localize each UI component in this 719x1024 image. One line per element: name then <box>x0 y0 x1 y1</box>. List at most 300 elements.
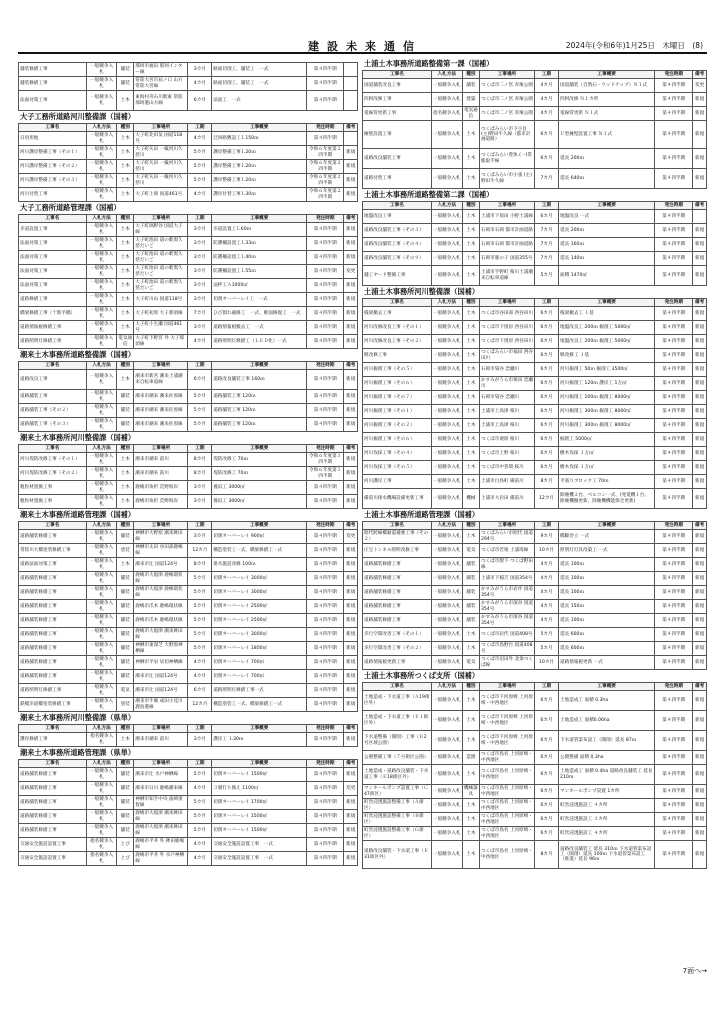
table-header-row <box>19 445 358 453</box>
table-cell: 5カ月 <box>188 614 212 628</box>
project-table <box>18 759 358 866</box>
section-title: 土浦土木事務所道路整備第二課（国補） <box>364 190 494 199</box>
table-cell: 第４四半期 <box>655 461 693 475</box>
table-cell: 石岡市染谷 恋瀬川 <box>479 391 534 405</box>
table-cell: 令和６年度第２四半期 <box>307 146 344 160</box>
table-cell: 第４四半期 <box>655 391 693 405</box>
table-cell: 新規 <box>344 293 358 307</box>
table-cell: 一般競争入札 <box>86 146 117 160</box>
table-cell: 土浦市白鳥町 備前川 <box>479 475 534 489</box>
table-cell: 8カ月 <box>534 475 558 489</box>
table-cell: 舗装 <box>462 79 479 93</box>
table-cell: 昭代跨線橋耐震補強工事（その２） <box>363 530 432 544</box>
table-header-row <box>19 124 358 132</box>
table-cell: 道路舗装修繕工事 <box>19 768 87 782</box>
table-cell: 機械 <box>462 489 479 509</box>
table-cell: 一般競争入札 <box>86 698 117 712</box>
table-cell: 潮来市辻 国道124号 <box>134 670 188 684</box>
table-cell: 土木 <box>117 279 134 293</box>
column-header: 工事概要 <box>212 522 307 530</box>
table-cell: 潮来市辻 国道124号 <box>134 684 188 698</box>
table-cell: 第４四半期 <box>307 495 344 509</box>
table-cell: 建築 <box>462 93 479 107</box>
table-row <box>19 77 358 91</box>
table-cell: 粗粒材置換工事 <box>19 495 87 509</box>
project-table <box>362 682 707 869</box>
column-header: 発注時期 <box>655 683 693 691</box>
table-cell: 新規 <box>693 252 707 266</box>
table-row <box>19 467 358 481</box>
column-header: 工期 <box>188 445 212 453</box>
table-cell: 土木 <box>117 481 134 495</box>
table-cell: 一般競争入札 <box>431 169 462 189</box>
table-row <box>363 656 707 670</box>
table-cell: 樹木伐採 １万㎡ <box>559 447 655 461</box>
section-title: 潮来土木事務所河川整備課（国補） <box>20 433 136 442</box>
table-cell: 5カ月 <box>188 390 212 404</box>
table-cell: 一般競争入札 <box>86 418 117 432</box>
column-header: 入札方法 <box>86 362 117 370</box>
table-row <box>363 600 707 614</box>
table-cell: 第４四半期 <box>307 572 344 586</box>
column-header: 工事名 <box>19 445 87 453</box>
table-cell: 堰改修工 １基 <box>559 349 655 363</box>
section <box>18 712 358 747</box>
table-cell: 道路舗装修繕工事 <box>19 656 87 670</box>
column-header: 工事場所 <box>479 299 534 307</box>
table-cell: 4カ月 <box>188 335 212 349</box>
section-title: 潮来土木事務所道路整備課（国補） <box>20 350 136 359</box>
table-cell: 機械器具 <box>463 786 478 797</box>
table-cell: 令和６年度第２四半期 <box>307 188 344 202</box>
table-cell: つくば市谷田部 西谷田川 <box>479 307 534 321</box>
table-cell: 第４四半期 <box>307 91 344 111</box>
table-row <box>363 489 707 509</box>
table-cell: 護岸整備工事Ｌ20ｍ <box>212 174 307 188</box>
table-cell: 一般競争入札 <box>86 251 117 265</box>
table-cell: 新規 <box>693 447 707 461</box>
column-header: 工事場所 <box>479 71 534 79</box>
table-cell: 一般競争入札 <box>86 160 117 174</box>
column-header: 発注時期 <box>655 202 693 210</box>
table-cell: 切削オーバーレイ 900㎡ <box>212 530 307 544</box>
table-cell: 樹木伐採 １万㎡ <box>559 461 655 475</box>
table-cell: 護岸整備工事Ｌ20ｍ <box>212 160 307 174</box>
column-header: 種別 <box>462 683 479 691</box>
table-row <box>19 796 358 810</box>
table-cell: 土木 <box>117 307 134 321</box>
table-cell: 新規 <box>693 238 707 252</box>
section <box>18 202 358 349</box>
table-cell: 第４四半期 <box>655 335 693 349</box>
table-cell: 新規 <box>693 765 707 785</box>
table-cell: 道路舗装修繕工事 <box>19 600 87 614</box>
table-cell: 道路改良舗装工事（その４） <box>363 238 432 252</box>
table-cell: 第４四半期 <box>307 670 344 684</box>
column-header: 工事場所 <box>134 445 188 453</box>
section <box>362 670 707 869</box>
table-cell: とび <box>117 838 134 852</box>
table-cell: 新規 <box>344 544 358 558</box>
table-cell: 土地造成・下水道工事（Ａ19街区外） <box>363 691 432 711</box>
table-cell: 第４四半期 <box>307 481 344 495</box>
table-cell: 道路舗装修繕工事 <box>19 530 87 544</box>
table-cell: 延長 200ｍ <box>559 149 655 169</box>
table-cell: 土木 <box>117 265 134 279</box>
table-cell: 延長 600ｍ <box>559 628 655 642</box>
table-cell: つくば市島名 上河原崎・中西地区 <box>480 828 533 839</box>
table-cell: 新規 <box>693 461 707 475</box>
table-cell: 切削オーバーレイ 1500㎡ <box>212 768 307 782</box>
table-cell: 切削オーバーレイ 700㎡ <box>212 670 307 684</box>
table-cell: 護岸修繕工事 <box>19 733 87 747</box>
table-cell: 新規 <box>693 691 707 711</box>
table-cell: 第４四半期 <box>307 838 344 852</box>
column-header: 種別 <box>117 760 134 768</box>
table-cell: 3カ月 <box>188 279 212 293</box>
table-row <box>363 238 707 252</box>
table-cell: 一般競争入札 <box>431 827 462 841</box>
table-cell: 一般競争入札 <box>431 841 462 869</box>
project-table <box>362 298 707 509</box>
column-header: 工事名 <box>19 725 87 733</box>
table-cell: 一般競争入札 <box>86 670 117 684</box>
table-cell: 5カ月 <box>534 628 558 642</box>
table-cell: 6カ月 <box>534 321 558 335</box>
table-header-row <box>363 522 707 530</box>
table-cell: 土木 <box>462 121 479 149</box>
table-cell: 土木 <box>462 765 479 785</box>
table-cell: 一般競争入札 <box>431 252 462 266</box>
table-cell: 平張りブロック工 70ｍ <box>559 475 655 489</box>
table-cell: 新規 <box>693 558 707 572</box>
table-cell: 舗装 <box>462 600 479 614</box>
table-cell: 土木 <box>462 252 479 266</box>
table-cell: 第４四半期 <box>655 711 693 731</box>
table-cell: 新規 <box>693 813 707 827</box>
column-header: 入札方法 <box>431 71 462 79</box>
table-cell: 国道舗装改良工事 <box>363 79 432 93</box>
table-row <box>19 265 358 279</box>
table-cell: 新規 <box>693 433 707 447</box>
table-cell: 5カ月 <box>188 174 212 188</box>
table-cell: 道路舗装工事 120ｍ <box>212 404 307 418</box>
table-cell: 切削オーバーレイ 1500㎡ <box>212 824 307 838</box>
table-row <box>19 642 358 656</box>
table-cell: 掘削工 5000㎥ <box>559 433 655 447</box>
table-cell: 第４四半期 <box>307 132 344 146</box>
table-cell: 道路改良舗装・下水道工事（Ｅ31街区外） <box>363 841 432 869</box>
table-row <box>19 656 358 670</box>
table-row <box>363 391 707 405</box>
column-header: 発注時期 <box>307 522 344 530</box>
table-cell: 庄宝トンネル照明改修工事 <box>363 544 432 558</box>
table-cell: 一般競争入札 <box>431 349 462 363</box>
table-cell: つくば市下河原崎 上河原崎・中西地区 <box>479 731 534 751</box>
column-header: 種別 <box>462 522 479 530</box>
table-cell: つくばみらい市福田 西谷田川 <box>480 350 533 361</box>
table-cell: 第４四半期 <box>655 405 693 419</box>
table-cell: 東海村舟石川駅東 常陸那珂港山方線 <box>134 91 188 111</box>
table-cell: 新規 <box>693 614 707 628</box>
table-cell: つくば市島野台 国道408号 <box>480 643 533 654</box>
table-cell: 舗装 <box>117 586 134 600</box>
table-cell: 土木 <box>117 495 134 509</box>
table-cell: 土木 <box>117 453 134 467</box>
table-row <box>19 390 358 404</box>
table-cell: 土地造成工 面積 0.4ha 道路改良舗装工 延長 210ｍ <box>559 765 655 785</box>
table-cell: 第４四半期 <box>655 841 693 869</box>
table-cell: 一般競争入札 <box>86 481 117 495</box>
table-cell: 土木 <box>117 467 134 481</box>
table-cell: 6カ月 <box>534 307 558 321</box>
table-cell: 舗装 <box>117 628 134 642</box>
table-cell: 第４四半期 <box>655 600 693 614</box>
table-cell: 一般競争入札 <box>431 489 462 509</box>
table-cell: 四阿改修工事 <box>363 93 432 107</box>
table-cell: 道路舗装修繕工事 <box>19 572 87 586</box>
table-row <box>363 530 707 544</box>
table-cell: つくばみらい市小張 (主)野田牛久線 <box>479 169 534 189</box>
table-cell: つくば市二ノ宮 赤塚公園 <box>479 79 534 93</box>
table-cell: 河川伐採工事（その５） <box>363 461 432 475</box>
table-cell: 一般競争入札 <box>431 419 462 433</box>
column-header: 工事場所 <box>134 124 188 132</box>
table-cell: 道路舗装工事（その２） <box>19 404 87 418</box>
table-cell: 土木 <box>462 530 479 544</box>
section <box>18 432 358 509</box>
table-cell: 新規 <box>693 93 707 107</box>
column-header: 工事名 <box>363 202 432 210</box>
table-cell: 道路照明灯修繕工事 <box>19 684 87 698</box>
table-cell: 第４四半期 <box>307 768 344 782</box>
table-cell: 第４四半期 <box>307 642 344 656</box>
table-header-row <box>19 760 358 768</box>
table-cell: 新規 <box>693 489 707 509</box>
table-cell: 土浦市上高津 桜川 <box>479 405 534 419</box>
table-cell: 5カ月 <box>188 146 212 160</box>
table-row <box>363 475 707 489</box>
table-cell: 電線管更新工事 <box>363 107 432 121</box>
table-cell: 土木 <box>117 237 134 251</box>
table-cell: 河川護岸整備工事（その１） <box>19 146 87 160</box>
table-cell: 第４四半期 <box>655 224 693 238</box>
table-row <box>363 628 707 642</box>
table-row <box>363 363 707 377</box>
table-row <box>19 174 358 188</box>
column-header: 工事概要 <box>212 362 307 370</box>
table-cell: 法枠工Ａ1000㎡ <box>212 279 307 293</box>
table-cell: 新規 <box>693 530 707 544</box>
table-cell: 道路修繕工事 <box>19 293 87 307</box>
table-cell: 土木 <box>462 405 479 419</box>
table-cell: 新規 <box>693 731 707 751</box>
project-table <box>18 62 358 111</box>
table-cell: 新規 <box>693 544 707 558</box>
table-cell: 7カ月 <box>534 238 558 252</box>
column-header: 工期 <box>188 124 212 132</box>
table-cell: 舗装 <box>117 572 134 586</box>
table-cell: 新規 <box>344 684 358 698</box>
table-cell: ３層打ち換え 1100㎡ <box>212 782 307 796</box>
column-header: 工期 <box>534 299 558 307</box>
table-cell: 土木 <box>462 224 479 238</box>
section-title: 潮来土木事務所道路管理課（県単） <box>20 748 136 757</box>
table-cell: 第４四半期 <box>307 544 344 558</box>
column-header: 工事場所 <box>479 522 534 530</box>
table-cell: 一般競争入札 <box>431 391 462 405</box>
table-cell: 第４四半期 <box>307 223 344 237</box>
column-header: 発注時期 <box>307 362 344 370</box>
table-cell: 道路舗装修繕工事 <box>363 600 432 614</box>
table-cell: 養浜工 3000㎡ <box>212 481 307 495</box>
table-cell: 3カ月 <box>188 223 212 237</box>
table-cell: 新規 <box>344 481 358 495</box>
table-cell: 8カ月 <box>188 467 212 481</box>
table-cell: 新規 <box>693 349 707 363</box>
column-header: 工事場所 <box>134 522 188 530</box>
table-cell: 道路改良舗装工事（その３） <box>363 224 432 238</box>
table-cell: 切削オーバーレイ 3000㎡ <box>212 572 307 586</box>
table-row <box>363 149 707 169</box>
table-cell: 第４四半期 <box>655 107 693 121</box>
table-row <box>363 841 707 869</box>
table-cell: 第４四半期 <box>655 572 693 586</box>
project-table <box>18 521 358 712</box>
section <box>18 349 358 432</box>
table-cell: 3カ月 <box>188 733 212 747</box>
table-cell: 新規 <box>693 266 707 286</box>
table-cell: 第４四半期 <box>655 827 693 841</box>
table-cell: 河川掘削工 300ｍ 掘削工 8000㎥ <box>559 419 655 433</box>
table-header-row <box>19 215 358 223</box>
table-row <box>19 146 358 160</box>
table-cell: 迂回路敷設工Ｌ150ｍ <box>212 132 307 146</box>
table-cell: 除塵機２台、ベルコン一式、(発電機１台、除塵機撤更新、除塵機機能保全更新) <box>559 489 655 509</box>
table-cell: 5カ月 <box>188 404 212 418</box>
table-row <box>363 827 707 841</box>
table-cell: つくば市島名 上河原崎・中西地区 <box>480 814 533 825</box>
table-cell: 一般競争入札 <box>86 265 117 279</box>
table-cell: 土浦市手野町 桜川土浦潮来自転車道線 <box>479 266 534 286</box>
column-header: 入札方法 <box>86 215 117 223</box>
table-cell: 潮来市潮来 潮来佐原線 <box>134 418 188 432</box>
column-header: 入札方法 <box>86 725 117 733</box>
table-cell: 新規 <box>344 614 358 628</box>
table-cell: とび <box>117 852 134 866</box>
table-cell: 公園整備工事（７号街区公園） <box>363 751 432 765</box>
table-cell: 6カ月 <box>188 91 212 111</box>
table-cell: 新規 <box>344 698 358 712</box>
section-title: 土浦土木事務所道路管理課（国補） <box>364 510 480 519</box>
table-cell: 土木 <box>462 813 479 827</box>
table-row <box>19 321 358 335</box>
table-cell: 道路舗装工事（その３） <box>19 418 87 432</box>
table-cell: 舗装 <box>117 77 134 91</box>
table-row <box>19 63 358 77</box>
column-header: 工事名 <box>19 215 87 223</box>
table-cell: 新規 <box>693 711 707 731</box>
table-cell: 道路改良舗装工事（その９） <box>363 252 432 266</box>
table-row <box>363 765 707 785</box>
table-cell: つくばみらい市下小目 (主)野田牛久線（都市計画道路） <box>479 121 534 149</box>
column-header: 工事概要 <box>559 299 655 307</box>
table-cell: 新規 <box>693 107 707 121</box>
table-cell: 新規 <box>693 642 707 656</box>
table-cell: 一般競争入札 <box>86 796 117 810</box>
table-cell: 一般競争入札 <box>431 711 462 731</box>
table-cell: 6カ月 <box>534 751 558 765</box>
table-cell: 新規 <box>693 656 707 670</box>
table-cell: 5カ月 <box>188 418 212 432</box>
column-header: 工期 <box>188 215 212 223</box>
table-cell: 6カ月 <box>534 210 558 224</box>
table-cell: 延長 160ｍ <box>559 238 655 252</box>
table-cell: 延長 150ｍ <box>559 600 655 614</box>
table-cell: 一般競争入札 <box>86 132 117 146</box>
table-cell: 一般競争入札 <box>431 628 462 642</box>
table-header-row <box>19 522 358 530</box>
table-cell: 一般競争入札 <box>431 321 462 335</box>
table-cell: 道路舗装修繕工事 <box>19 782 87 796</box>
table-cell: 一般競争入札 <box>86 390 117 404</box>
table-row <box>363 93 707 107</box>
table-cell: 切削オーバーレイ工 一式 <box>212 293 307 307</box>
column-header: 入札方法 <box>431 202 462 210</box>
table-cell: 路面切削工、舗装工 一式 <box>212 77 307 91</box>
table-cell: 延長 100ｍ <box>559 614 655 628</box>
table-cell: 3カ月 <box>188 265 212 279</box>
table-cell: 新規 <box>344 586 358 600</box>
table-cell: 12カ月 <box>188 698 212 712</box>
table-row <box>363 544 707 558</box>
table-cell: 塗装 <box>117 698 134 712</box>
table-cell: 第４四半期 <box>655 266 693 286</box>
table-header-row <box>363 299 707 307</box>
table-cell: 第４四半期 <box>655 238 693 252</box>
table-cell: 舗装 <box>117 642 134 656</box>
table-cell: 4カ月 <box>188 852 212 866</box>
table-cell: 舗装 <box>462 572 479 586</box>
column-header: 工事名 <box>19 362 87 370</box>
table-cell: 土浦市下坂田 小野土浦線 <box>479 210 534 224</box>
table-cell: 常陸川大橋塗装修繕工事 <box>19 544 87 558</box>
table-row <box>363 335 707 349</box>
table-row <box>363 785 707 799</box>
project-table <box>18 123 358 202</box>
table-cell: 3カ月 <box>188 481 212 495</box>
table-cell: 8カ月 <box>188 558 212 572</box>
table-cell: 第４四半期 <box>307 586 344 600</box>
table-row <box>19 335 358 349</box>
table-cell: 一般競争入札 <box>431 377 462 391</box>
table-cell: 舗装 <box>117 768 134 782</box>
table-cell: 4カ月 <box>188 656 212 670</box>
table-row <box>19 279 358 293</box>
table-cell: 造園 <box>462 751 479 765</box>
column-header: 備考 <box>693 71 707 79</box>
table-row <box>19 223 358 237</box>
table-cell: 一般競争入札 <box>431 433 462 447</box>
table-cell: 土地造成・道路改良舗装・下水道工事（Ｅ18街区外） <box>363 765 432 785</box>
column-header: 入札方法 <box>86 522 117 530</box>
table-cell: 第４四半期 <box>655 785 693 799</box>
table-cell: 第４四半期 <box>307 335 344 349</box>
column-header: 工事場所 <box>134 760 188 768</box>
table-row <box>19 558 358 572</box>
section <box>18 747 358 866</box>
table-cell: 5カ月 <box>188 810 212 824</box>
